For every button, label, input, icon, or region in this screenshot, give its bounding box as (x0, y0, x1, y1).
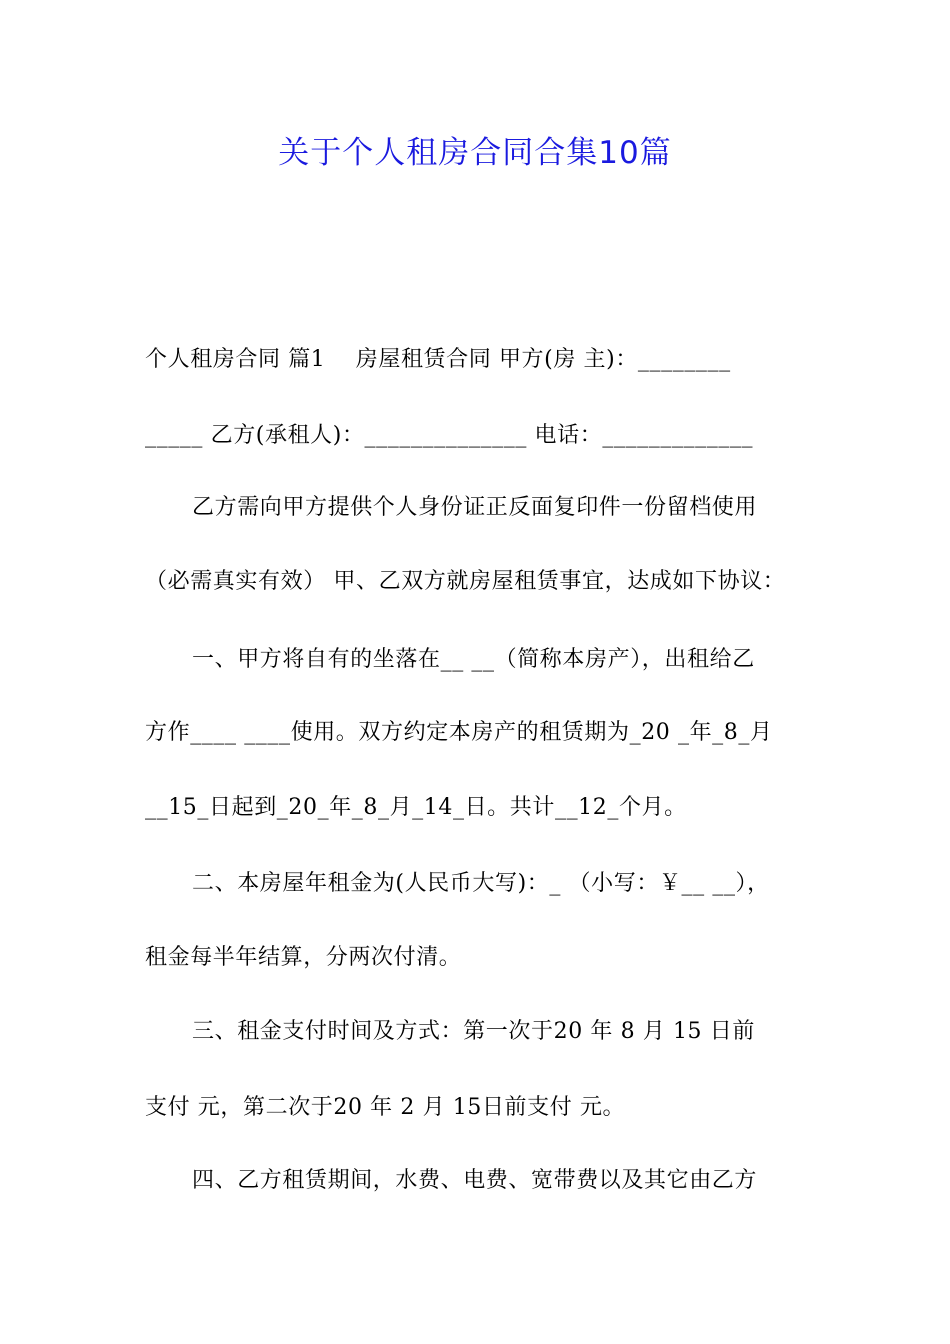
contract-line-7: __15_日起到_20_年_8_月_14_日。共计__12_个月。 (145, 795, 687, 820)
contract-line-9: 租金每半年结算，分两次付清。 (145, 945, 462, 970)
contract-line-2: _____ 乙方(承租人)：______________ 电话：_____________ (145, 423, 754, 448)
contract-line-3: 乙方需向甲方提供个人身份证正反面复印件一份留档使用 (192, 495, 758, 520)
contract-line-11: 支付 元，第二次于20 年 2 月 15日前支付 元。 (145, 1095, 626, 1120)
contract-line-6: 方作____ ____使用。双方约定本房产的租赁期为_20 _年_8_月 (145, 720, 773, 745)
contract-line-8: 二、本房屋年租金为(人民币大写)：_ （小写：￥__ __）， (192, 871, 770, 896)
document-title: 关于个人租房合同合集10篇 (278, 135, 672, 171)
contract-line-1: 个人租房合同 篇1 房屋租赁合同 甲方(房 主)：________ (145, 347, 731, 372)
contract-line-4: （必需真实有效） 甲、乙双方就房屋租赁事宜，达成如下协议： (145, 569, 786, 594)
contract-line-5: 一、甲方将自有的坐落在__ __（简称本房产），出租给乙 (192, 647, 755, 672)
contract-line-12: 四、乙方租赁期间，水费、电费、宽带费以及其它由乙方 (192, 1168, 758, 1193)
contract-line-10: 三、租金支付时间及方式：第一次于20 年 8 月 15 日前 (192, 1019, 755, 1044)
